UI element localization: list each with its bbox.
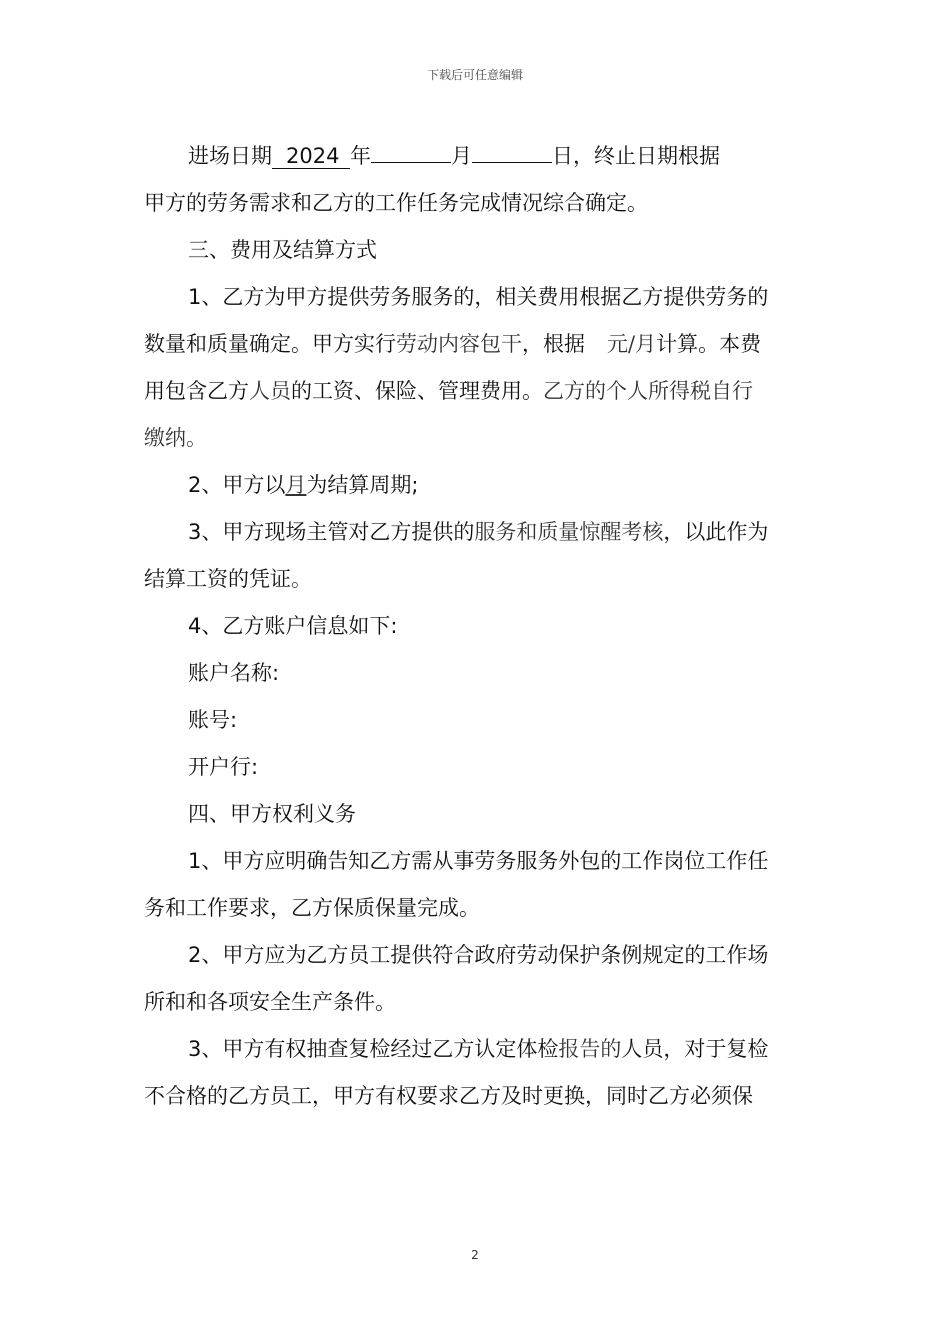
entry-date-label: 进场日期: [188, 144, 272, 168]
bank-label: 开户行:: [188, 755, 259, 779]
text-run: 为结算周期;: [306, 473, 419, 497]
text-run-serif: 人员: [249, 379, 291, 403]
paragraph-line: 所和和各项安全生产条件。: [144, 990, 396, 1014]
paragraph-entry-date: [144, 133, 808, 180]
text-run: 的工资、保险、管理费用。: [291, 379, 543, 403]
page-number: 2: [471, 1248, 479, 1262]
paragraph-line: [144, 368, 808, 415]
paragraph-line: [144, 509, 808, 556]
paragraph-line: 2、甲方应为乙方员工提供符合政府劳动保护条例规定的工作场: [188, 943, 769, 967]
text-run: 人员，对于复检: [621, 1037, 769, 1061]
text-run: 2、甲方以: [188, 473, 286, 497]
paragraph-line: [144, 1026, 808, 1073]
account-name-label: 账户名称:: [188, 661, 280, 685]
year-label: 年: [350, 144, 371, 168]
text-run: 计算。本费: [656, 332, 762, 356]
entry-year-value: 2024: [286, 144, 340, 168]
text-run: 3、甲方有权抽查复检经过乙方认定体检: [188, 1037, 559, 1061]
text-run: 数量和质量确定。甲方实行: [144, 332, 396, 356]
entry-month-blank: [371, 138, 451, 163]
text-run-serif: 劳动内容包干: [396, 332, 522, 356]
paragraph-line: 1、乙方为甲方提供劳务服务的，相关费用根据乙方提供劳务的: [188, 285, 769, 309]
text-run: ，以此作为: [663, 520, 769, 544]
paragraph-line: 缴纳。: [144, 426, 207, 450]
text-run: ，根据: [522, 332, 585, 356]
text-run: 结算工资的凭证: [144, 567, 291, 591]
text-run: 3、甲方现场主管对乙方提供的: [188, 520, 475, 544]
paragraph-line: 务和工作要求，乙方保质保量完成。: [144, 896, 480, 920]
day-label: 日，终止日期根据: [552, 144, 720, 168]
paragraph-line: [144, 321, 808, 368]
account-number-label: 账号:: [188, 708, 238, 732]
text-run-serif: 元/月: [607, 332, 657, 356]
settlement-period-value: 月: [285, 473, 307, 497]
section-heading-party-a: 四、甲方权利义务: [188, 802, 356, 826]
text-run-serif: 报告的: [558, 1037, 622, 1061]
entry-day-blank: [472, 138, 552, 163]
text-run-serif: 服务和质量惊醒考核: [474, 520, 664, 544]
document-body: [144, 133, 808, 1120]
paragraph-line: 甲方的劳务需求和乙方的工作任务完成情况综合确定。: [144, 191, 648, 215]
month-label: 月: [451, 144, 472, 168]
paragraph-line: 4、乙方账户信息如下:: [188, 614, 398, 638]
paragraph-line: 1、甲方应明确告知乙方需从事劳务服务外包的工作岗位工作任: [188, 849, 769, 873]
section-heading-fees: 三、费用及结算方式: [188, 238, 377, 262]
paragraph-line: 不合格的乙方员工，甲方有权要求乙方及时更换，同时乙方必须保: [144, 1084, 753, 1108]
entry-year-blank: [272, 144, 350, 169]
page-header: 下载后可任意编辑: [426, 68, 523, 82]
text-run-serif: 。: [291, 567, 312, 591]
text-run: 用包含乙方: [144, 379, 249, 403]
paragraph-line: [144, 462, 808, 509]
text-run-serif: 乙方的个人所得税自行: [543, 379, 753, 403]
paragraph-line: [144, 556, 808, 603]
